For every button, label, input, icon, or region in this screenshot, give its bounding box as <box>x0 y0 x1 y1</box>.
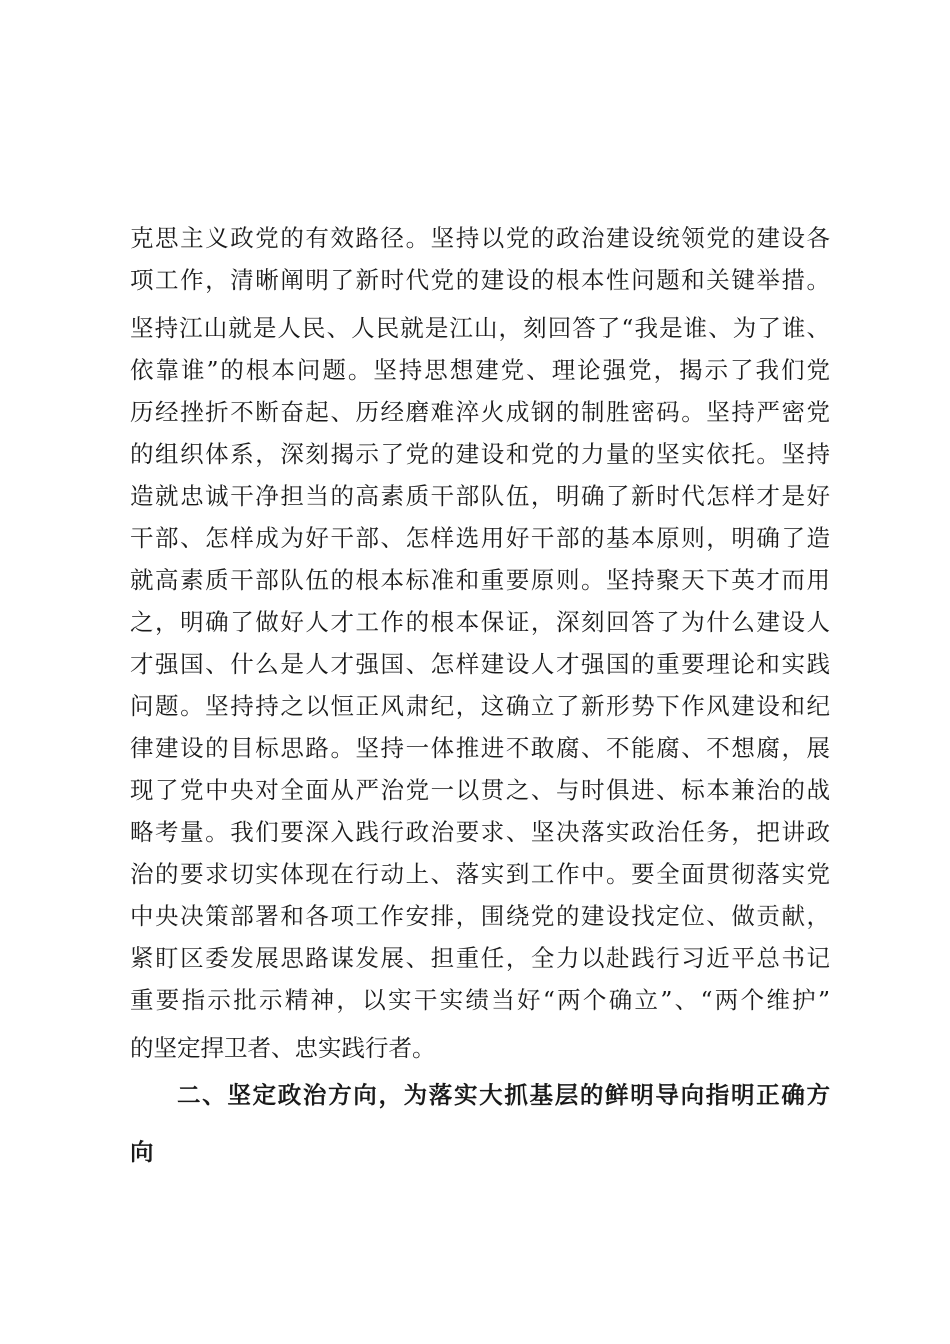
paragraph-line: 干部、怎样成为好干部、怎样选用好干部的基本原则，明确了造 <box>130 524 830 552</box>
paragraph-line: 的坚定捍卫者、忠实践行者。 <box>130 1034 436 1062</box>
paragraph-line: 坚持江山就是人民、人民就是江山，刻回答了“我是谁、为了谁、 <box>130 314 830 342</box>
paragraph-line: 就高素质干部队伍的根本标准和重要原则。坚持聚天下英才而用 <box>130 566 830 594</box>
paragraph-line: 紧盯区委发展思路谋发展、担重任，全力以赴践行习近平总书记 <box>130 944 830 972</box>
paragraph-line: 项工作，清晰阐明了新时代党的建设的根本性问题和关键举措。 <box>130 266 830 294</box>
paragraph-line: 克思主义政党的有效路径。坚持以党的政治建设统领党的建设各 <box>130 224 830 252</box>
paragraph-line: 律建设的目标思路。坚持一体推进不敢腐、不能腐、不想腐，展 <box>130 734 830 762</box>
paragraph-line: 的组织体系，深刻揭示了党的建设和党的力量的坚实依托。坚持 <box>130 440 830 468</box>
paragraph-line: 问题。坚持持之以恒正风肃纪，这确立了新形势下作风建设和纪 <box>130 692 830 720</box>
paragraph-line: 略考量。我们要深入践行政治要求、坚决落实政治任务，把讲政 <box>130 818 830 846</box>
paragraph-line: 之，明确了做好人才工作的根本保证，深刻回答了为什么建设人 <box>130 608 830 636</box>
paragraph-line: 现了党中央对全面从严治党一以贯之、与时俱进、标本兼治的战 <box>130 776 830 804</box>
paragraph-line: 造就忠诚干净担当的高素质干部队伍，明确了新时代怎样才是好 <box>130 482 830 510</box>
paragraph-line: 重要指示批示精神，以实干实绩当好“两个确立”、“两个维护” <box>130 986 830 1014</box>
paragraph-line: 历经挫折不断奋起、历经磨难淬火成钢的制胜密码。坚持严密党 <box>130 398 830 426</box>
paragraph-line: 才强国、什么是人才强国、怎样建设人才强国的重要理论和实践 <box>130 650 830 678</box>
heading-line: 二、坚定政治方向，为落实大抓基层的鲜明导向指明正确方 <box>177 1081 830 1109</box>
paragraph-line: 中央决策部署和各项工作安排，围绕党的建设找定位、做贡献， <box>130 902 830 930</box>
heading-line: 向 <box>130 1138 154 1166</box>
paragraph-line: 依靠谁”的根本问题。坚持思想建党、理论强党，揭示了我们党 <box>130 356 830 384</box>
paragraph-line: 治的要求切实体现在行动上、落实到工作中。要全面贯彻落实党 <box>130 860 830 888</box>
